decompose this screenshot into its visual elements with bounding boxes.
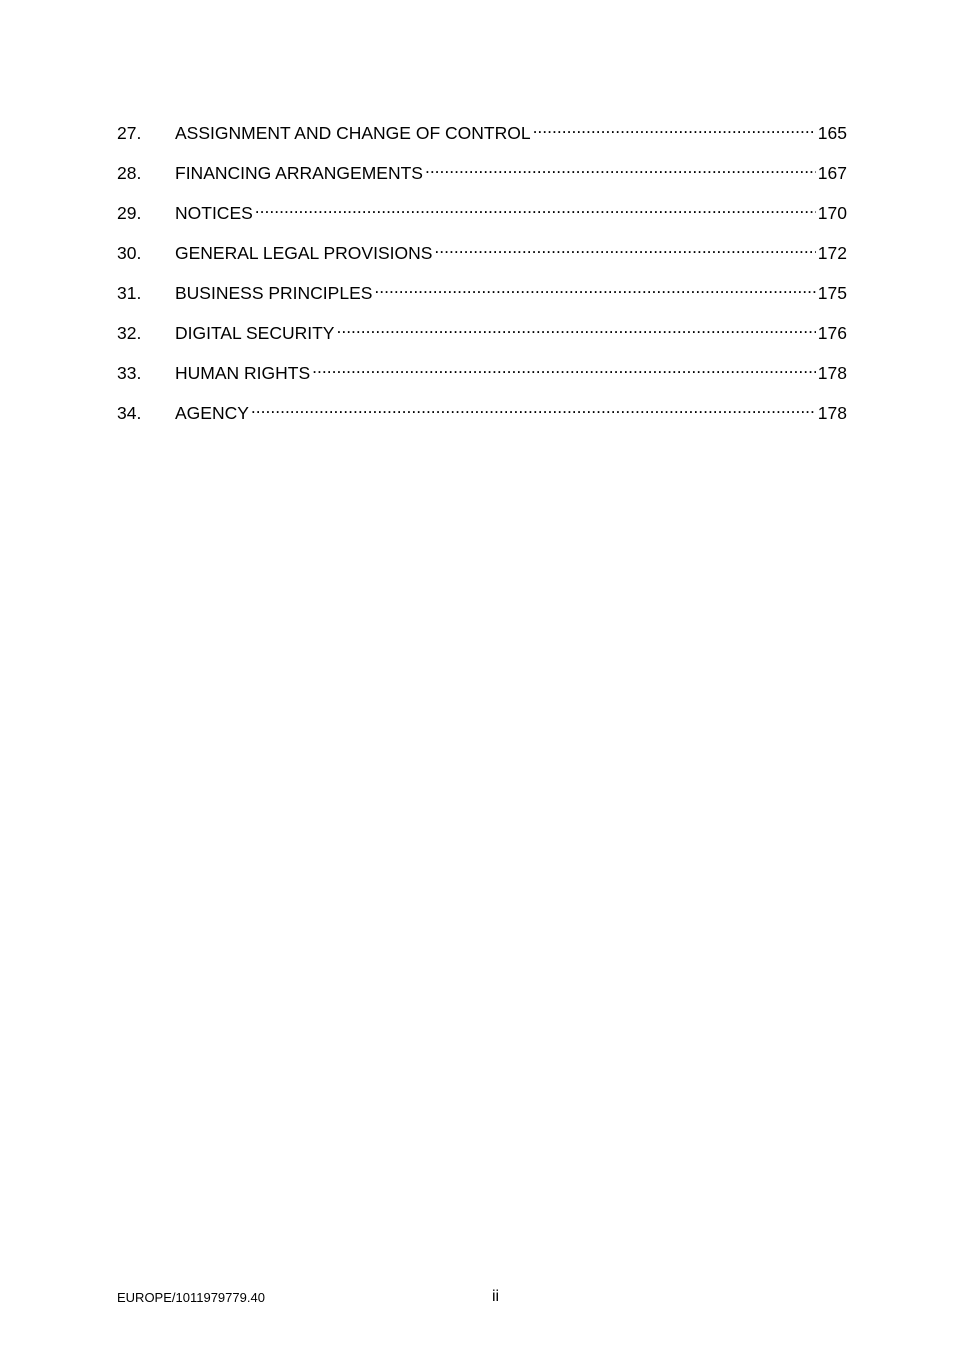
toc-entry-title: ASSIGNMENT AND CHANGE OF CONTROL bbox=[175, 123, 531, 143]
toc-entry-page: 167 bbox=[817, 163, 847, 183]
toc-dot-leader bbox=[425, 155, 816, 179]
toc-entry-page: 176 bbox=[817, 323, 847, 343]
toc-dot-leader bbox=[336, 315, 815, 339]
toc-entry-page: 178 bbox=[817, 403, 847, 423]
toc-dot-leader bbox=[255, 195, 816, 219]
toc-entry-number: 33. bbox=[117, 363, 142, 383]
toc-entry-page: 178 bbox=[817, 363, 847, 383]
toc-entry-page: 175 bbox=[817, 283, 847, 303]
toc-entry[interactable] bbox=[117, 155, 847, 195]
toc-dot-leader bbox=[533, 115, 816, 139]
toc-entry-number: 30. bbox=[117, 243, 142, 263]
toc-entry-page: 165 bbox=[817, 123, 847, 143]
toc-entry[interactable] bbox=[117, 315, 847, 355]
toc-entry-page: 170 bbox=[817, 203, 847, 223]
footer-document-reference: EUROPE/1011979779.40 bbox=[117, 1290, 265, 1305]
toc-entry-title: BUSINESS PRINCIPLES bbox=[175, 283, 373, 303]
toc-entry-number: 32. bbox=[117, 323, 142, 343]
toc-entry[interactable] bbox=[117, 395, 847, 435]
toc-entry-page: 172 bbox=[817, 243, 847, 263]
toc-entry-number: 34. bbox=[117, 403, 142, 423]
toc-entry-title: AGENCY bbox=[175, 403, 249, 423]
toc-entry[interactable] bbox=[117, 275, 847, 315]
toc-dot-leader bbox=[374, 275, 815, 299]
toc-entry-title: DIGITAL SECURITY bbox=[175, 323, 335, 343]
toc-entry-title: NOTICES bbox=[175, 203, 253, 223]
footer-page-number: ii bbox=[492, 1288, 500, 1305]
toc-entry[interactable] bbox=[117, 235, 847, 275]
toc-entry[interactable] bbox=[117, 115, 847, 155]
toc-entry[interactable] bbox=[117, 195, 847, 235]
toc-entry[interactable] bbox=[117, 355, 847, 395]
toc-dot-leader bbox=[434, 235, 815, 259]
toc-entry-number: 31. bbox=[117, 283, 142, 303]
toc-entry-title: FINANCING ARRANGEMENTS bbox=[175, 163, 423, 183]
table-of-contents bbox=[117, 115, 847, 435]
toc-entry-number: 28. bbox=[117, 163, 142, 183]
toc-dot-leader bbox=[251, 395, 816, 419]
toc-entry-number: 29. bbox=[117, 203, 142, 223]
toc-entry-title: HUMAN RIGHTS bbox=[175, 363, 311, 383]
toc-dot-leader bbox=[312, 355, 816, 379]
toc-entry-title: GENERAL LEGAL PROVISIONS bbox=[175, 243, 433, 263]
toc-entry-number: 27. bbox=[117, 123, 142, 143]
